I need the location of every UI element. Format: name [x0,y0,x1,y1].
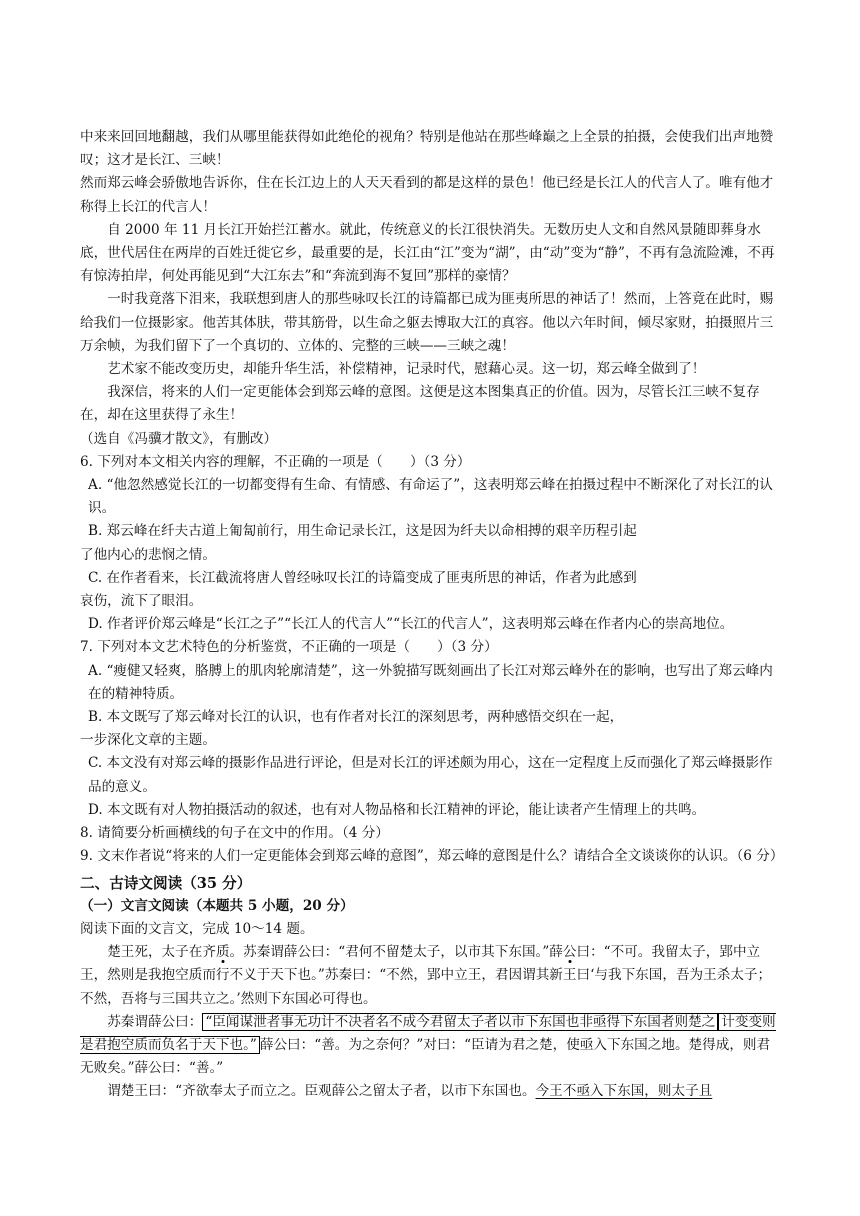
article-paragraph-1: 中来来回回地翻越，我们从哪里能获得如此绝伦的视角？特别是他站在那些峰巅之上全景的拍摄，会使我们出声地赞叹；这才是长江、三峡！ [80,129,774,169]
question-9: 9. 文末作者说“将来的人们一定更能体会到郑云峰的意图”，郑云峰的意图是什么？请结合全文谈谈你的认识。（6 分） [80,848,784,865]
dotted-character: 质 [215,944,230,961]
article-paragraph-6: 我深信，将来的人们一定更能体会到郑云峰的意图。这便是这本图集真正的价值。因为，尽管长江三峡不复存在，却在这里获得了永生！ [80,384,760,424]
question-6-option-b: B. 郑云峰在纤夫古道上匍匐前行，用生命记录长江，这是因为纤夫以命相搏的艰辛历程引起 [88,523,637,540]
classical-paragraph-3 [80,1080,780,1103]
question-6-option-d: D. 作者评价郑云峰是“长江之子”“长江人的代言人”“长江的代言人”，这表明郑云峰在作者内心的崇高地位。 [88,616,734,633]
article-paragraph-5: 艺术家不能改变历史，却能升华生活，补偿精神，记录时代，慰藉心灵。这一切，郑云峰全做到了！ [107,361,706,378]
article-source: （选自《冯骥才散文》，有删改） [80,430,278,447]
document-content [80,126,784,1104]
section-2-title: 二、古诗文阅读（35 分） [80,874,252,892]
boxed-sentence-part-1: “臣闻谋泄者事无功计不决者名不成今君留太子者以市下东国也非亟得下东国者则楚之 [202,1013,718,1031]
question-8: 8. 请简要分析画横线的句子在文中的作用。（4 分） [80,825,389,842]
classical-p2-text-pre: 苏秦谓薛公曰： [107,1013,203,1030]
classical-p1-text-c: 曰：“不可。我留太子，郢中立王，然则是我抱空质而行不义于天下也。”苏秦曰：“不然，郢中立王，君因谓其新王曰‘与我下东国，吾为王杀太子；不然，吾将与三国共立之。’然则下东国必可得也。 [80,944,772,1007]
classical-paragraph-2 [80,1011,780,1081]
article-paragraph-4: 一时我竟落下泪来，我联想到唐人的那些咏叹长江的诗篇都已成为匪夷所思的神话了！然而，上答竟在此时，赐给我们一位摄影家。他苦其体肤，带其筋骨，以生命之躯去博取大江的真容。他以六年时间，倾尽家财，拍摄照片三万余帧，为我们留下了一个真切的、立体的、完整的三峡——三峡之魂！ [80,291,774,354]
question-7-stem: 7. 下列对本文艺术特色的分析鉴赏，不正确的一项是（ ）（3 分） [80,639,498,656]
classical-p2-text-post: 薛公曰：“善。为之奈何？”对曰：“臣请为君之楚，使亟入下东国之地。楚得成，则君无败矣。”薛公曰：“善。” [80,1036,771,1077]
question-6-option-c: C. 在作者看来，长江截流将唐人曾经咏叹长江的诗篇变成了匪夷所思的神话，作者为此感到 [88,569,637,586]
question-6-option-a: A. “他忽然感觉长江的一切都变得有生命、有情感、有命运了”，这表明郑云峰在拍摄过程中不断深化了对长江的认识。 [88,477,773,517]
classical-paragraph-1 [80,941,780,1011]
underlined-sentence: 今王不亟入下东国，则太子且 [535,1083,713,1100]
section-2-subtitle: （一）文言文阅读（本题共 5 小题，20 分） [80,897,354,914]
classical-p1-text-b: 。苏秦谓薛公曰：“君何不留楚太子，以市其下东国。”薛 [229,944,563,961]
section-2-instruction: 阅读下面的文言文，完成 10～14 题。 [80,920,314,937]
boxed-sentence-part-2: 计变变则是君抱空质而负名于天下也。” [80,1013,776,1053]
question-7-option-b: B. 本文既写了郑云峰对长江的认识，也有作者对长江的深刻思考，两种感悟交织在一起， [88,709,624,726]
dotted-character-2: 公 [562,944,577,961]
question-7-option-b-cont: 一步深化文章的主题。 [80,732,216,749]
question-7-option-c: C. 本文没有对郑云峰的摄影作品进行评论，但是对长江的评述颇为用心，这在一定程度上反而强化了郑云峰摄影作品的意义。 [88,755,773,795]
question-6-option-c-cont: 哀伤，流下了眼泪。 [80,593,203,610]
classical-p3-text-pre: 谓楚王曰：“齐欲奉太子而立之。臣观薛公之留太子者，以市下东国也。 [107,1083,536,1100]
question-7-option-a: A. “瘦健又轻爽，胳膊上的肌肉轮廓清楚”，这一外貌描写既刻画出了长江对郑云峰外在的影响，也写出了郑云峰内在的精神特质。 [88,662,773,702]
classical-p1-text-a: 楚王死，太子在齐 [107,944,216,961]
article-paragraph-2: 然而郑云峰会骄傲地告诉你，住在长江边上的人天天看到的都是这样的景色！他已经是长江人的代言人了。唯有他才称得上长江的代言人！ [80,175,774,215]
question-6-stem: 6. 下列对本文相关内容的理解，不正确的一项是（ ）（3 分） [80,453,471,470]
question-6-option-b-cont: 了他内心的悲悯之情。 [80,546,216,563]
question-7-option-d: D. 本文既有对人物拍摄活动的叙述，也有对人物品格和长江精神的评论，能让读者产生情理上的共鸣。 [88,801,706,818]
article-paragraph-3: 自 2000 年 11 月长江开始拦江蓄水。就此，传统意义的长江很快消失。无数历史人文和自然风景随即葬身水底，世代居住在两岸的百姓迁徙它乡，最重要的是，长江由“江”变为“湖”，由“动”变为“静”，不再有急流险滩，不再有惊涛拍岸，何处再能见到“大江东去”和“奔流到海不复回”那样的豪情？ [80,221,775,285]
